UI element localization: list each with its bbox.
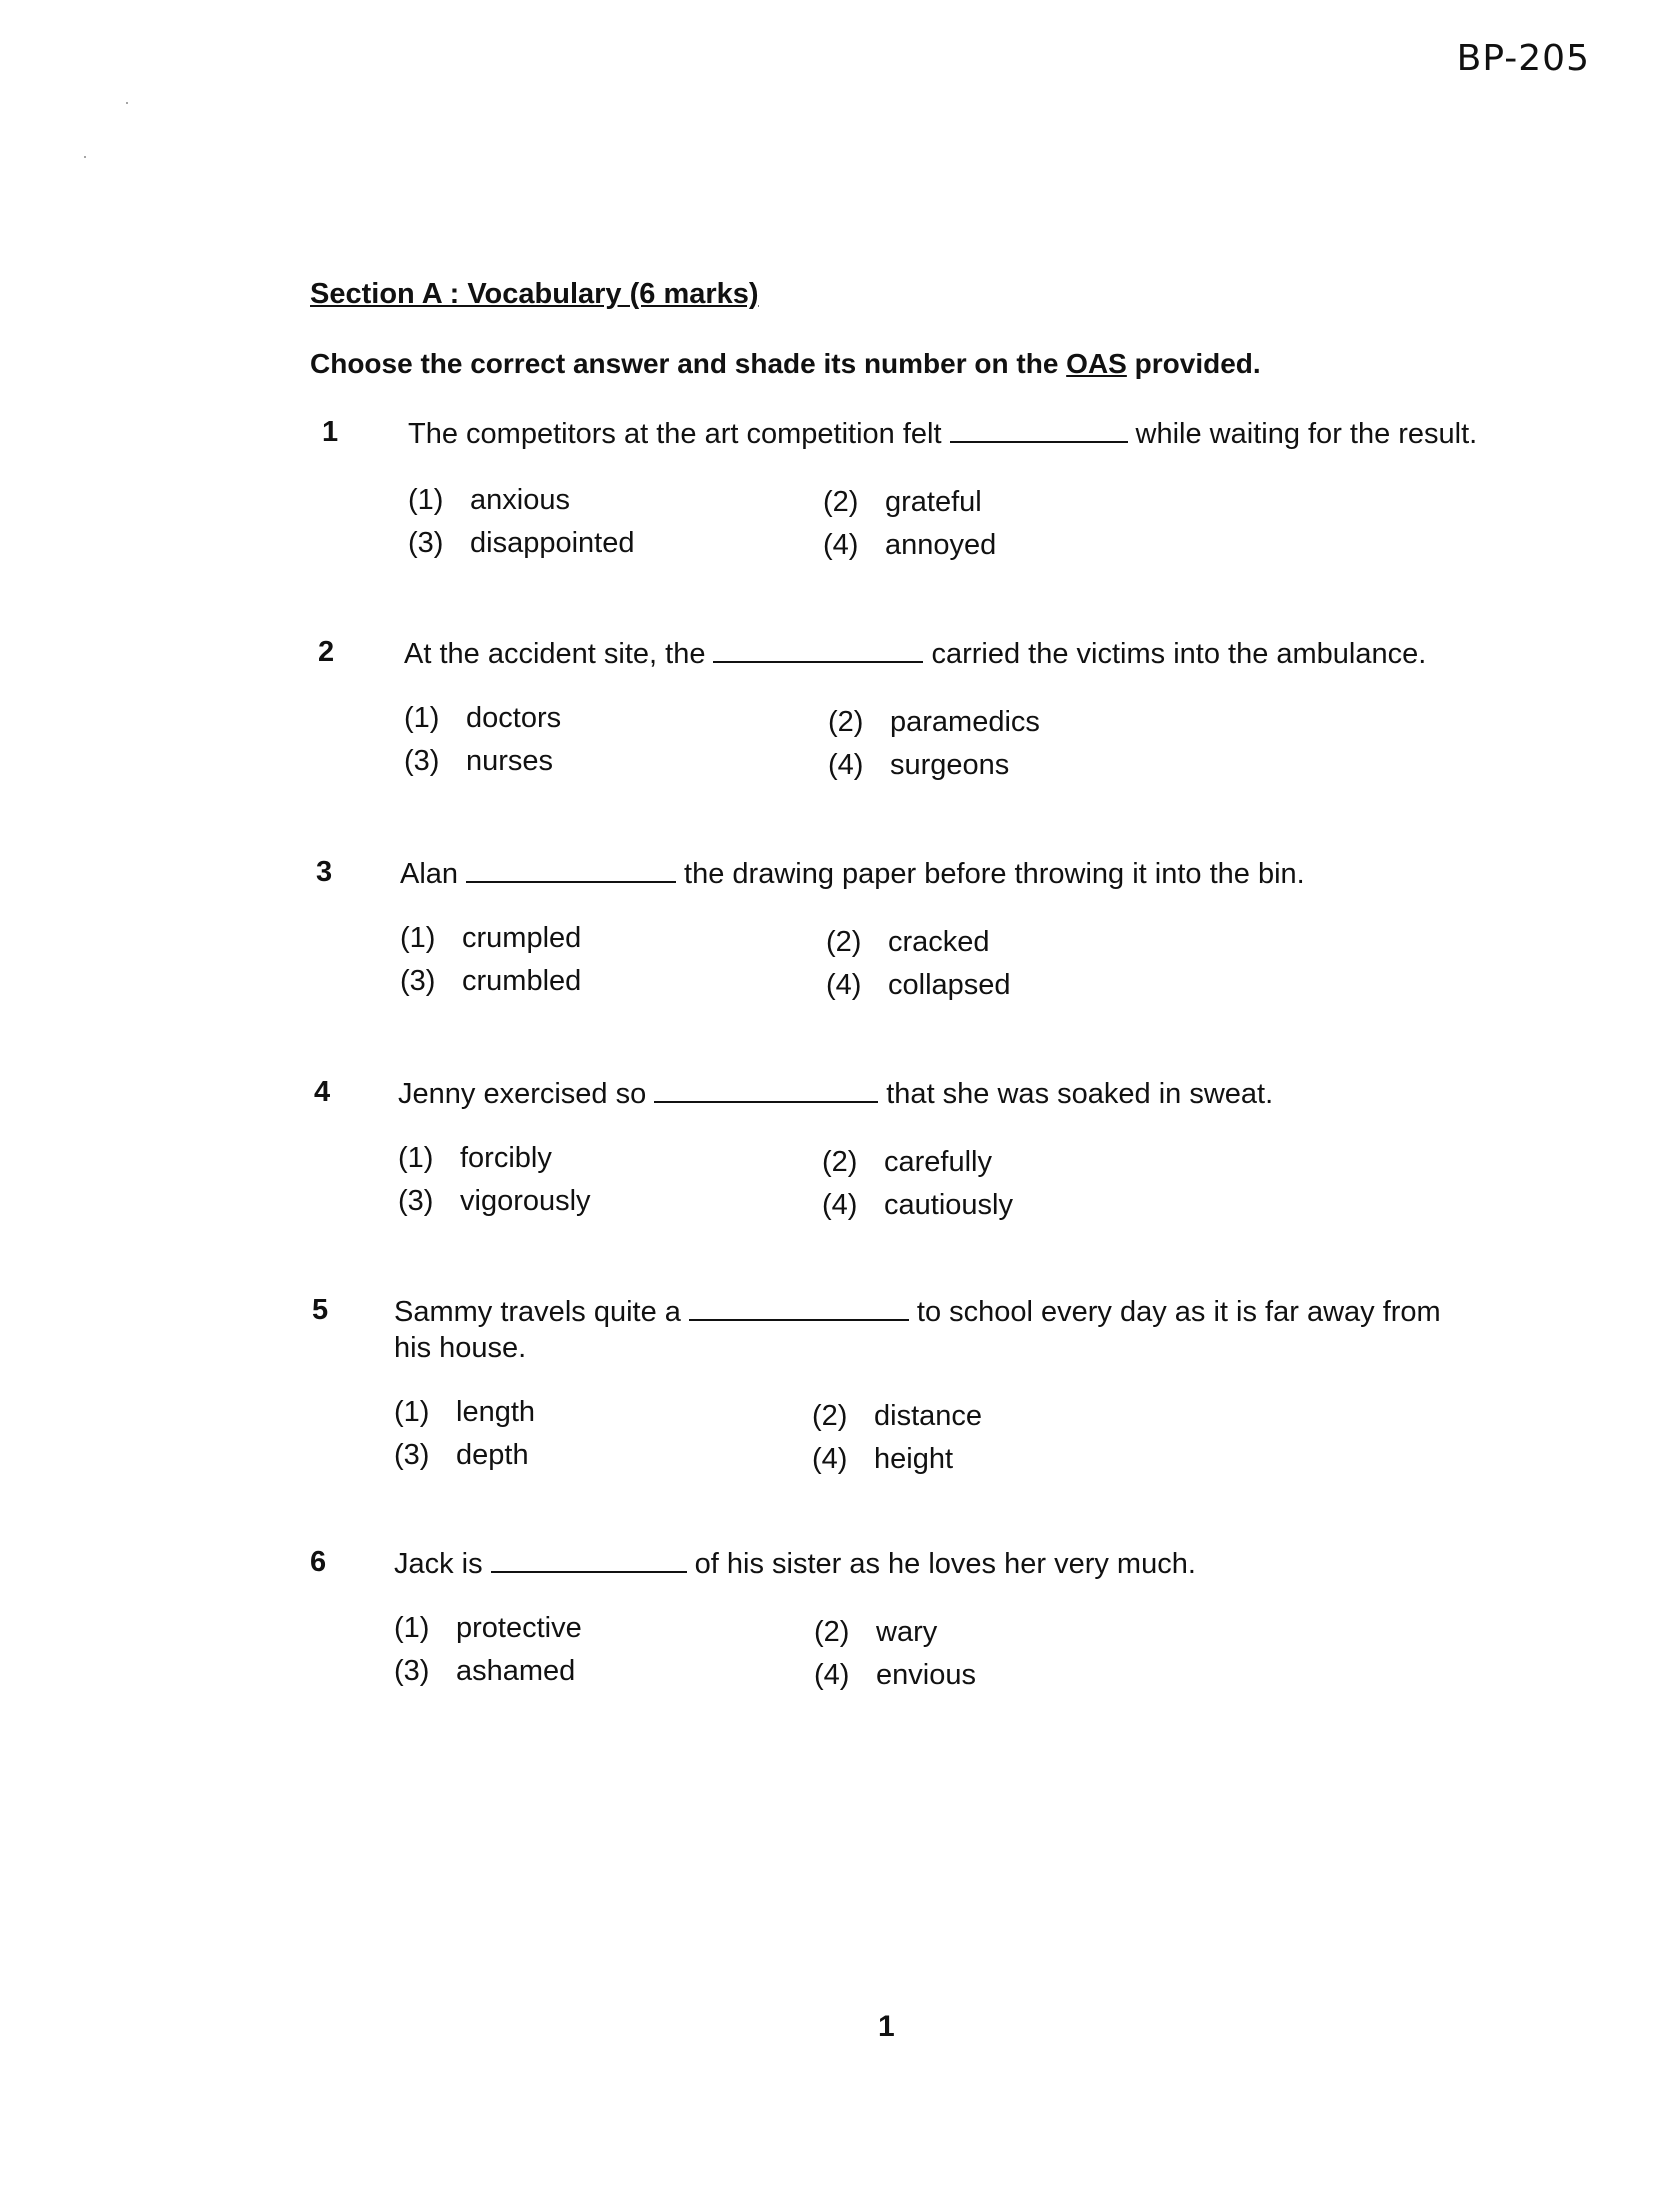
question-text bbox=[404, 636, 1484, 672]
scan-speck bbox=[84, 156, 86, 158]
option-4[interactable] bbox=[812, 1443, 953, 1476]
option-number: (4) bbox=[814, 1659, 850, 1691]
question-number: 6 bbox=[310, 1546, 327, 1578]
question-stem-start: Jack is bbox=[394, 1548, 483, 1580]
option-text: doctors bbox=[466, 702, 562, 734]
option-text: crumbled bbox=[462, 965, 582, 997]
option-4[interactable] bbox=[828, 749, 1009, 782]
option-1[interactable] bbox=[394, 1396, 535, 1429]
option-text: paramedics bbox=[890, 706, 1040, 738]
option-number: (1) bbox=[394, 1396, 430, 1428]
question-stem-end: the drawing paper before throwing it into the bin. bbox=[684, 858, 1305, 890]
option-number: (2) bbox=[822, 1146, 858, 1178]
option-text: crumpled bbox=[462, 922, 582, 954]
page-number: 1 bbox=[878, 2010, 895, 2043]
option-2[interactable] bbox=[812, 1400, 982, 1433]
question-number: 5 bbox=[312, 1294, 329, 1326]
option-2[interactable] bbox=[826, 926, 990, 959]
question-stem-end: that she was soaked in sweat. bbox=[886, 1078, 1274, 1110]
option-4[interactable] bbox=[826, 969, 1011, 1002]
option-text: depth bbox=[456, 1439, 529, 1471]
option-text: grateful bbox=[885, 486, 982, 518]
option-number: (2) bbox=[823, 486, 859, 518]
option-4[interactable] bbox=[823, 529, 996, 562]
option-2[interactable] bbox=[814, 1616, 937, 1649]
option-number: (4) bbox=[812, 1443, 848, 1475]
option-text: length bbox=[456, 1396, 536, 1428]
option-text: cautiously bbox=[884, 1189, 1013, 1221]
option-number: (4) bbox=[822, 1189, 858, 1221]
instructions-end: provided. bbox=[1126, 348, 1261, 379]
answer-blank bbox=[950, 417, 1128, 443]
question-stem-start: At the accident site, the bbox=[404, 638, 706, 670]
question-text bbox=[394, 1294, 1474, 1366]
question-number: 3 bbox=[316, 856, 333, 888]
question-text bbox=[408, 416, 1488, 452]
option-3[interactable] bbox=[394, 1439, 529, 1472]
question-number: 2 bbox=[318, 636, 335, 668]
option-text: vigorously bbox=[460, 1185, 591, 1217]
option-number: (3) bbox=[404, 745, 440, 777]
option-1[interactable] bbox=[398, 1142, 552, 1175]
question-number: 1 bbox=[322, 416, 339, 448]
option-text: annoyed bbox=[885, 529, 997, 561]
option-number: (4) bbox=[828, 749, 864, 781]
option-4[interactable] bbox=[822, 1189, 1013, 1222]
option-text: surgeons bbox=[890, 749, 1010, 781]
option-text: nurses bbox=[466, 745, 554, 777]
page-code: BP-205 bbox=[1456, 38, 1590, 79]
option-text: height bbox=[874, 1443, 954, 1475]
section-title: Section A : Vocabulary (6 marks) bbox=[310, 278, 759, 310]
answer-blank bbox=[654, 1077, 878, 1103]
question-stem-start: Alan bbox=[400, 858, 459, 890]
answer-blank bbox=[689, 1295, 909, 1321]
option-1[interactable] bbox=[400, 922, 581, 955]
option-3[interactable] bbox=[398, 1185, 591, 1218]
question-stem-start: Sammy travels quite a bbox=[394, 1296, 681, 1328]
instructions bbox=[310, 348, 1261, 380]
answer-blank bbox=[713, 637, 923, 663]
option-number: (3) bbox=[394, 1655, 430, 1687]
option-2[interactable] bbox=[822, 1146, 992, 1179]
option-text: wary bbox=[876, 1616, 938, 1648]
option-4[interactable] bbox=[814, 1659, 976, 1692]
answer-blank bbox=[466, 857, 676, 883]
option-number: (2) bbox=[814, 1616, 850, 1648]
option-number: (2) bbox=[812, 1400, 848, 1432]
option-number: (3) bbox=[394, 1439, 430, 1471]
option-3[interactable] bbox=[404, 745, 553, 778]
option-text: ashamed bbox=[456, 1655, 576, 1687]
option-number: (1) bbox=[408, 484, 444, 516]
question-number: 4 bbox=[314, 1076, 331, 1108]
question-text bbox=[394, 1546, 1474, 1582]
option-number: (4) bbox=[823, 529, 859, 561]
question-stem-end: carried the victims into the ambulance. bbox=[931, 638, 1427, 670]
instructions-text: Choose the correct answer and shade its number on the bbox=[310, 348, 1067, 379]
option-text: envious bbox=[876, 1659, 976, 1691]
question-text bbox=[398, 1076, 1478, 1112]
option-3[interactable] bbox=[400, 965, 581, 998]
question-stem-start: The competitors at the art competition felt bbox=[408, 418, 942, 450]
scan-speck bbox=[126, 102, 128, 104]
option-number: (1) bbox=[400, 922, 436, 954]
option-text: collapsed bbox=[888, 969, 1011, 1001]
option-number: (2) bbox=[826, 926, 862, 958]
option-1[interactable] bbox=[404, 702, 561, 735]
option-number: (1) bbox=[394, 1612, 430, 1644]
option-text: distance bbox=[874, 1400, 983, 1432]
option-number: (3) bbox=[408, 527, 444, 559]
option-number: (1) bbox=[398, 1142, 434, 1174]
question-text bbox=[400, 856, 1480, 892]
option-2[interactable] bbox=[823, 486, 982, 519]
option-text: cracked bbox=[888, 926, 990, 958]
option-text: protective bbox=[456, 1612, 582, 1644]
question-stem-start: Jenny exercised so bbox=[398, 1078, 647, 1110]
option-number: (3) bbox=[398, 1185, 434, 1217]
option-1[interactable] bbox=[394, 1612, 582, 1645]
option-3[interactable] bbox=[408, 527, 634, 560]
answer-blank bbox=[491, 1547, 687, 1573]
option-text: carefully bbox=[884, 1146, 992, 1178]
question-stem-end: to school every day as it is far away from his house. bbox=[394, 1296, 1441, 1364]
option-number: (1) bbox=[404, 702, 440, 734]
option-number: (2) bbox=[828, 706, 864, 738]
oas-term: OAS bbox=[1066, 348, 1127, 379]
option-text: disappointed bbox=[470, 527, 635, 559]
option-1[interactable] bbox=[408, 484, 570, 517]
option-text: forcibly bbox=[460, 1142, 552, 1174]
option-2[interactable] bbox=[828, 706, 1040, 739]
option-number: (4) bbox=[826, 969, 862, 1001]
option-3[interactable] bbox=[394, 1655, 575, 1688]
question-stem-end: of his sister as he loves her very much. bbox=[694, 1548, 1196, 1580]
question-stem-end: while waiting for the result. bbox=[1135, 418, 1478, 450]
option-number: (3) bbox=[400, 965, 436, 997]
option-text: anxious bbox=[470, 484, 570, 516]
